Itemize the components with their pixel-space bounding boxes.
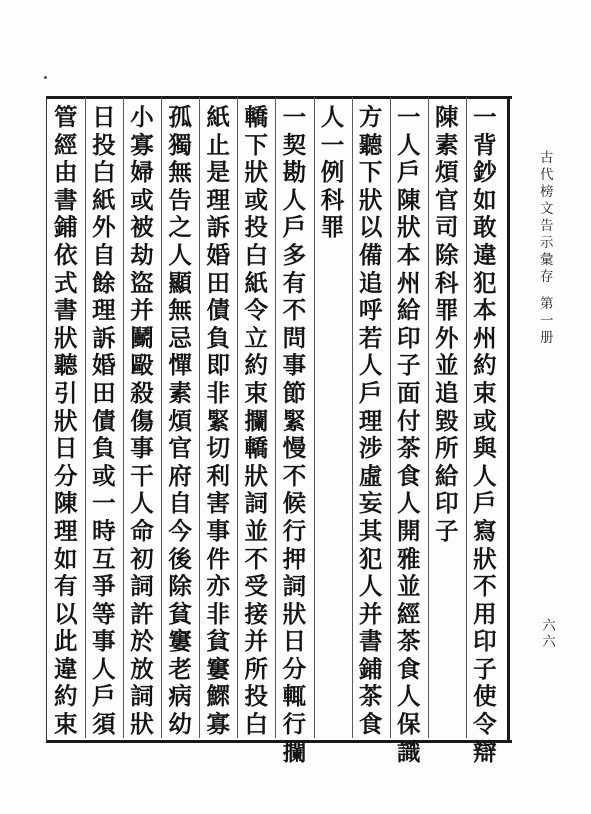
column-rule [123,97,124,738]
book-title: 古代榜文告示彙存 [540,150,554,285]
frame-right-border [507,96,510,740]
text-column: 日 投 白 紙 外 自 餘 理 訴 婚 田 債 負 或 一 時 互 爭 等 事 人 戶 須 [92,103,116,739]
text-column: 一 人 戶 陳 狀 本 州 給 印 子 面 付 茶 食 人 開 雅 並 經 茶 食 人 保 識 [396,103,421,766]
text-column: 管 經 由 書 鋪 依 式 書 狀 聽 引 狀 日 分 陳 理 如 有 以 此 違 約 束 [54,103,78,739]
column-rule [275,97,276,738]
column-rule [352,97,353,738]
page-number: 六 六 [542,618,556,650]
text-column: 小 寡 婦 或 被 劫 盜 并 鬭 毆 殺 傷 事 干 人 命 初 詞 許 於 放 詞 狀 [130,103,154,739]
column-rule [237,97,238,738]
text-column: 紙 止 是 理 訴 婚 田 債 負 即 非 緊 切 利 害 事 件 亦 非 貧 窶 鰥 寡 [206,103,230,739]
column-rule [199,97,200,738]
volume-label: 第一册 [540,296,554,346]
column-rule [161,97,162,738]
column-rule [314,97,315,738]
text-column: 陳 素 煩 官 司 除 科 罪 外 並 追 毀 所 給 印 子 [435,103,459,545]
ink-speck [44,76,47,79]
column-rule [390,97,391,738]
text-column: 一 背 鈔 如 敢 違 犯 本 州 約 束 或 與 人 戶 寫 狀 不 用 印 子 使 令 辯 [473,103,497,766]
text-column: 一 契 勘 人 戶 多 有 不 問 事 節 緊 慢 不 候 行 押 詞 狀 日 分 輒 行 攔 [282,103,307,766]
text-column: 人 一 例 科 罪 [320,103,345,242]
column-rule [428,97,429,738]
text-column: 方 聽 下 狀 以 備 追 呼 若 人 戶 理 涉 虛 妄 其 犯 人 并 書 鋪 茶 食 [358,103,383,739]
text-column: 孤 獨 無 告 之 人 顯 無 忌 憚 素 煩 官 府 自 今 後 除 貧 窶 老 病 幼 [168,103,192,739]
column-rule [85,97,86,738]
column-rule [466,97,467,738]
book-title-sidebar [540,150,558,347]
text-column: 轎 下 狀 或 投 白 紙 令 立 約 束 攔 轎 狀 詞 並 不 受 接 并 所 投 白 [244,103,269,739]
